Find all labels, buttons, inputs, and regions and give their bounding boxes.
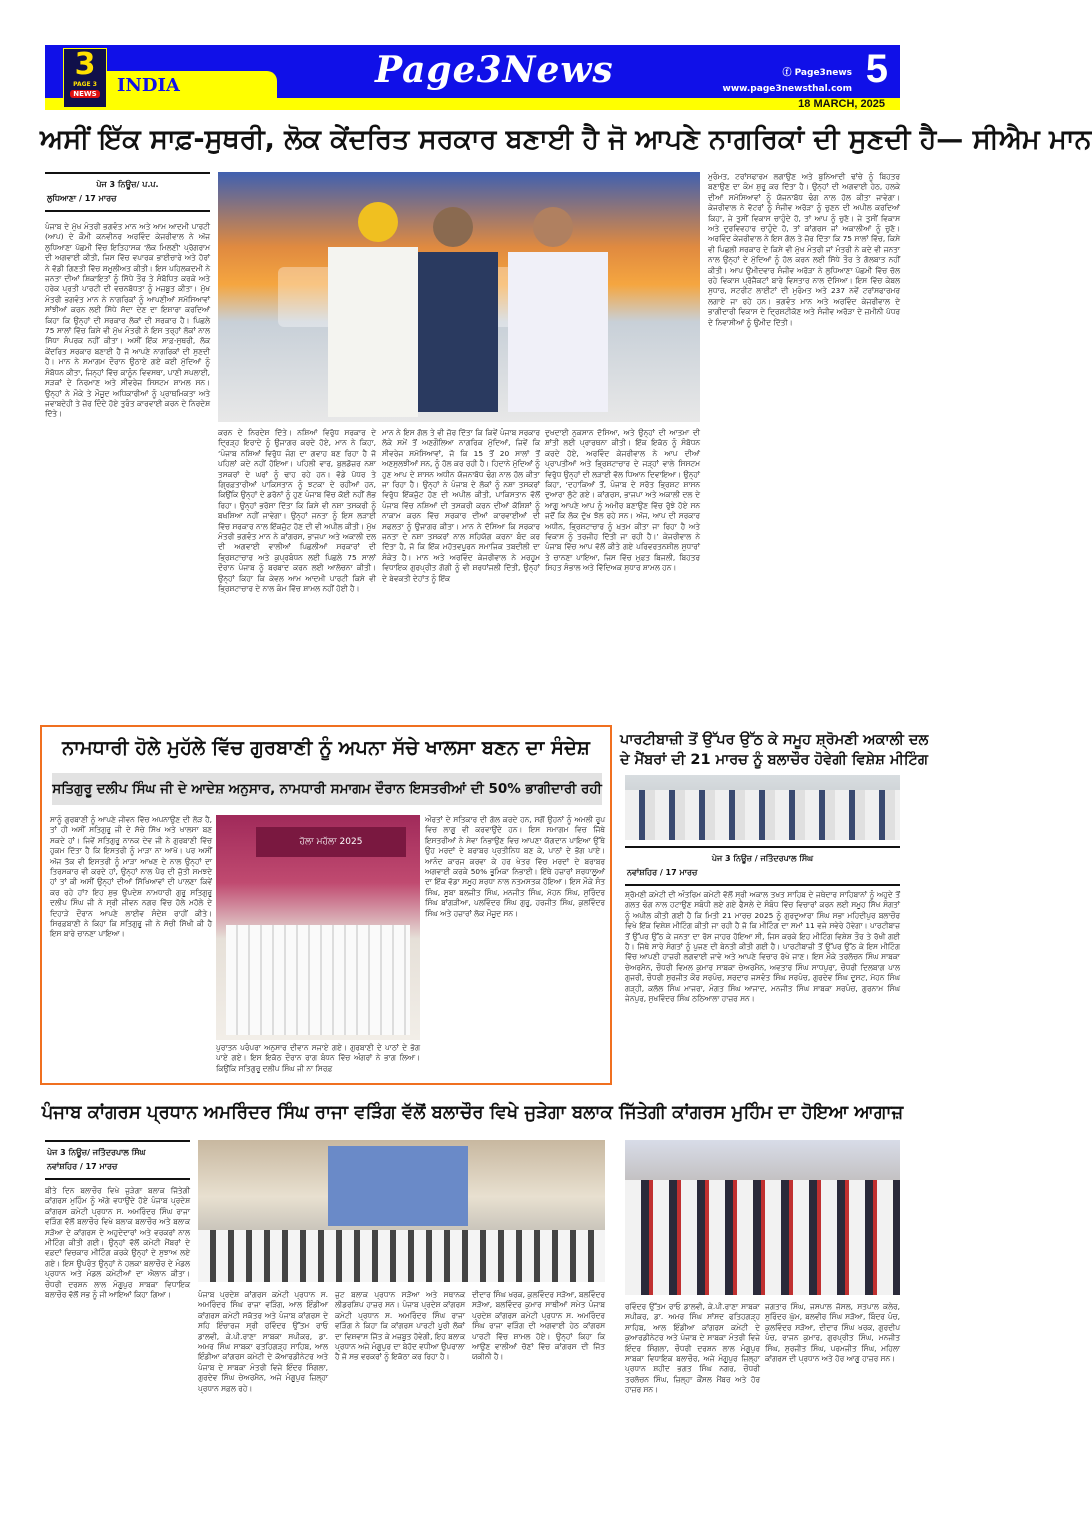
story4-col5: ਰਵਿੰਦਰ ਉੱਤਮ ਰਾਓ ਡਾਲਵੀ, ਕੇ.ਪੀ.ਰਾਣਾ ਸਾਬਕਾ ਸਪੀਕਰ, ਡਾ. ਅਮਰ ਸਿੰਘ ਸਾਂਸਦ ਫਤਿਹਗੜ੍ਹ ਸਾਹਿਬ, ਆਲ ਇੰਡੀਆ ਕਾਂਗਰਸ ਕਮੇਟੀ ਦੇ ਕੁਆਰਡੀਨੇਟਰ ਅਤੇ ਪੰਜਾਬ ਦੇ ਸਾਬਕਾ ਮੰਤਰੀ ਵਿਜੇ ਇੰਦਰ ਸਿੰਗਲਾ, ਚੌਧਰੀ ਦਰਸ਼ਨ ਲਾਲ ਮੰਗੂਪੁਰ ਸਾਬਕਾ ਵਿਧਾਇਕ ਬਲਾਚੌਰ, ਅਜੇ ਮੰਗੂਪੁਰ ਜ਼ਿਲ੍ਹਾ ਪ੍ਰਧਾਨ ਸ਼ਹੀਦ ਭਗਤ ਸਿੰਘ ਨਗਰ, ਚੌਧਰੀ ਤਰਲੋਚਨ ਸਿੰਘ, ਜ਼ਿਲ੍ਹਾ ਕੌਂਸਲ ਮੈਂਬਰ ਅਤੇ ਹੋਰ ਹਾਜ਼ਰ ਸਨ। bbox=[625, 1302, 760, 1395]
story3-photo bbox=[625, 775, 900, 840]
story2-subheadline: ਸਤਿਗੁਰੂ ਦਲੀਪ ਸਿੰਘ ਜੀ ਦੇ ਆਦੇਸ਼ ਅਨੁਸਾਰ, ਨਾਮਧਾਰੀ ਸਮਾਗਮ ਦੌਰਾਨ ਇਸਤਰੀਆਂ ਦੀ 50% ਭਾਗੀਦਾਰੀ ਰਹੀ bbox=[52, 773, 602, 805]
story4-col2: ਪੰਜਾਬ ਪ੍ਰਦੇਸ਼ ਕਾਂਗਰਸ ਕਮੇਟੀ ਪ੍ਰਧਾਨ ਸ. ਅਮਰਿੰਦਰ ਸਿੰਘ ਰਾਜਾ ਵੜਿੰਗ, ਆਲ ਇੰਡੀਆ ਕਾਂਗਰਸ ਕਮੇਟੀ ਸਕੱਤਰ ਅਤੇ ਪੰਜਾਬ ਕਾਂਗਰਸ ਦੇ ਸਹਿ ਇੰਚਾਰਜ ਸ੍ਰੀ ਰਵਿੰਦਰ ਉੱਤਮ ਰਾਓ ਡਾਲਵੀ, ਕੇ.ਪੀ.ਰਾਣਾ ਸਾਬਕਾ ਸਪੀਕਰ, ਡਾ. ਅਮਰ ਸਿੰਘ ਸਾਬਕਾ ਫਤਹਿਗੜ੍ਹ ਸਾਹਿਬ, ਆਲ ਇੰਡੀਆ ਕਾਂਗਰਸ ਕਮੇਟੀ ਦੇ ਕੋਆਰਡੀਨੇਟਰ ਅਤੇ ਪੰਜਾਬ ਦੇ ਸਾਬਕਾ ਮੰਤਰੀ ਵਿਜੇ ਇੰਦਰ ਸਿੰਗਲਾ, ਗੁਰਦੇਵ ਸਿੰਘ ਚੇਅਰਮੈਨ, ਅਜੇ ਮੰਗੂਪੁਰ ਜ਼ਿਲ੍ਹਾ ਪ੍ਰਧਾਨ ਸਫ਼ਲ ਰਹੇ। bbox=[198, 1290, 328, 1393]
person-figure bbox=[433, 207, 473, 247]
facebook-icon: ⓕ bbox=[782, 68, 795, 78]
story4-photo-left bbox=[198, 1140, 605, 1282]
story3-headline: ਪਾਰਟੀਬਾਜ਼ੀ ਤੋਂ ਉੱਪਰ ਉੱਠ ਕੇ ਸਮੂਹ ਸ਼੍ਰੋਮਣੀ ਅਕਾਲੀ ਦਲ ਦੇ ਮੈਂਬਰਾਂ ਦੀ 21 ਮਾਰਚ ਨੂੰ ਬਲਾਚੌਰ ਹੋਵੇਗੀ ਵਿਸ਼ੇਸ਼ ਮੀਟਿੰਗ bbox=[620, 732, 929, 768]
story1-col2: ਕਰਨ ਦੇ ਨਿਰਦੇਸ਼ ਦਿੱਤੇ। ਨਸ਼ਿਆਂ ਵਿਰੁੱਧ ਸਰਕਾਰ ਦੇ ਦ੍ਰਿੜ੍ਹ ਇਰਾਦੇ ਨੂੰ ਉਜਾਗਰ ਕਰਦੇ ਹੋਏ, ਮਾਨ ਨੇ ਕਿਹਾ, ‘ਪੰਜਾਬ ਨਸ਼ਿਆਂ ਵਿਰੁੱਧ ਜੰਗ ਦਾ ਗਵਾਹ ਬਣ ਰਿਹਾ ਹੈ ਜੋ ਪਹਿਲਾਂ ਕਦੇ ਨਹੀਂ ਹੋਇਆ। ਪਹਿਲੀ ਵਾਰ, ਬੁਲਡੋਜ਼ਰ ਨਸ਼ਾ ਤਸਕਰਾਂ ਦੇ ਘਰਾਂ ਨੂੰ ਢਾਹ ਰਹੇ ਹਨ। ਵੱਡੇ ਪੱਧਰ ਤੇ ਗ੍ਰਿਫ਼ਤਾਰੀਆਂ ਪਾਕਿਸਤਾਨ ਨੂੰ ਝਟਕਾ ਦੇ ਰਹੀਆਂ ਹਨ, ਕਿਉਂਕਿ ਉਨ੍ਹਾਂ ਦੇ ਡਰੋਨਾਂ ਨੂੰ ਹੁਣ ਪੰਜਾਬ ਵਿੱਚ ਕੋਈ ਨਹੀਂ ਲੱਭ ਰਿਹਾ। ਉਨ੍ਹਾਂ ਭਰੋਸਾ ਦਿੱਤਾ ਕਿ ਕਿਸੇ ਵੀ ਨਸ਼ਾ ਤਸਕਰੀ ਨੂੰ ਬਖ਼ਸ਼ਿਆ ਨਹੀਂ ਜਾਵੇਗਾ। ਉਨ੍ਹਾਂ ਜਨਤਾ ਨੂੰ ਇਸ ਲੜਾਈ ਵਿੱਚ ਸਰਕਾਰ ਨਾਲ ਇੱਕਜੁੱਟ ਹੋਣ ਦੀ ਵੀ ਅਪੀਲ ਕੀਤੀ। ਮੁੱਖ ਮੰਤਰੀ ਭਗਵੰਤ ਮਾਨ ਨੇ ਕਾਂਗਰਸ, ਭਾਜਪਾ ਅਤੇ ਅਕਾਲੀ ਦਲ ਦੀ ਅਗਵਾਈ ਵਾਲੀਆਂ ਪਿਛਲੀਆਂ ਸਰਕਾਰਾਂ ਦੀ ਭ੍ਰਿਸ਼ਟਾਚਾਰ ਅਤੇ ਕੁਪ੍ਰਬੰਧਨ ਲਈ ਪਿਛਲੇ 75 ਸਾਲਾਂ ਦੌਰਾਨ ਪੰਜਾਬ ਨੂੰ ਬਰਬਾਦ ਕਰਨ ਲਈ ਆਲੋਚਨਾ ਕੀਤੀ। ਉਨ੍ਹਾਂ ਕਿਹਾ ਕਿ ਕੇਵਲ ਆਮ ਆਦਮੀ ਪਾਰਟੀ ਕਿਸੇ ਵੀ ਭ੍ਰਿਸ਼ਟਾਚਾਰ ਦੇ ਨਾਲ ਕੰਮ ਵਿੱਚ ਸ਼ਾਮਲ ਨਹੀਂ ਹੋਈ ਹੈ। bbox=[218, 428, 376, 594]
story3-body: ਸ਼੍ਰੋਮਣੀ ਕਮੇਟੀ ਦੀ ਅੰਤਰਿਮ ਕਮੇਟੀ ਵੱਲੋਂ ਸ੍ਰੀ ਅਕਾਲ ਤਖਤ ਸਾਹਿਬ ਦੇ ਜਥੇਦਾਰ ਸਾਹਿਬਾਨਾਂ ਨੂੰ ਅਹੁਦੇ ਤੋਂ ਗਲਤ ਢੰਗ ਨਾਲ ਹਟਾਉਣ ਸਬੰਧੀ ਲਏ ਗਏ ਫੈਸਲੇ ਦੇ ਸੰਬੰਧ ਵਿੱਚ ਵਿਚਾਰਾਂ ਕਰਨ ਲਈ ਸਮੂਹ ਸਿੱਖ ਸੰਗਤਾਂ ਨੂੰ ਅਪੀਲ ਕੀਤੀ ਗਈ ਹੈ ਕਿ ਮਿਤੀ 21 ਮਾਰਚ 2025 ਨੂੰ ਗੁਰਦੁਆਰਾ ਸਿੰਘ ਸਭਾ ਮਹਿਦੀਪੁਰ ਬਲਾਚੌਰ ਵਿਖੇ ਇੱਕ ਵਿਸ਼ੇਸ਼ ਮੀਟਿੰਗ ਕੀਤੀ ਜਾ ਰਹੀ ਹੈ ਜੋ ਕਿ ਮੀਟਿੰਗ ਦਾ ਸਮਾਂ 11 ਵਜੇ ਸਵੇਰੇ ਹੋਵੇਗਾ। ਪਾਰਟੀਬਾਜ਼ ਤੋਂ ਉੱਪਰ ਉੱਠ ਕੇ ਜਨਤਾ ਦਾ ਰੋਸ ਜਾਹਰ ਹੋਇਆ ਸੀ, ਜਿਸ ਕਰਕੇ ਇਹ ਮੀਟਿੰਗ ਵਿਸ਼ੇਸ਼ ਤੌਰ ਤੇ ਰੱਖੀ ਗਈ ਹੈ। ਜਿੱਥੇ ਸਾਰੇ ਸੰਗਤਾਂ ਨੂੰ ਪੁਜਣ ਦੀ ਬੇਨਤੀ ਕੀਤੀ ਗਈ ਹੈ। ਪਾਰਟੀਬਾਜ਼ੀ ਤੋਂ ਉੱਪਰ ਉੱਠ ਕੇ ਇਸ ਮੀਟਿੰਗ ਵਿੱਚ ਆਪਣੀ ਹਾਜ਼ਰੀ ਲਗਵਾਈ ਜਾਵੇ ਅਤੇ ਆਪਣੇ ਵਿਚਾਰ ਰੱਖੇ ਜਾਣ। ਇਸ ਮੌਕੇ ਤਰਲੋਚਨ ਸਿੰਘ ਸਾਬਕਾ ਚੇਅਰਮੈਨ, ਚੌਧਰੀ ਵਿਮਲ ਕੁਮਾਰ ਸਾਬਕਾ ਚੇਅਰਮੈਨ, ਅਵਤਾਰ ਸਿੰਘ ਸਾਧਪੁਰਾ, ਚੌਧਰੀ ਦਿਲਬਾਗ ਪਾਲ ਗੁਜਰੀ, ਚੌਧਰੀ ਸੁਰਜੀਤ ਕੌਰ ਸਰਪੰਚ, ਸਰਦਾਰ ਜਸਵੰਤ ਸਿੰਘ ਸਰਪੰਚ, ਗੁਰਦੇਵ ਸਿੰਘ ਦੂਸਟ, ਮੋਹਨ ਸਿੰਘ ਗੜ੍ਹੀ, ਕਲੱਲ ਸਿੰਘ ਮਾਜਰਾ, ਮੰਗਤ ਸਿੰਘ ਆਜਾਦ, ਮਨਜੀਤ ਸਿੰਘ ਸਾਬਕਾ ਸਰਪੰਚ, ਗੁਰਨਾਮ ਸਿੰਘ ਜੇਨਪੁਰ, ਸੁਖਵਿੰਦਰ ਸਿੰਘ ਠਠਿਆਲਾ ਹਾਜ਼ਰ ਸਨ। bbox=[625, 890, 900, 1004]
event-banner: ਹੋਲਾ ਮਹੱਲਾ 2025 bbox=[256, 827, 406, 857]
story4-col3: ਜੁਟ ਬਲਾਕ ਪ੍ਰਧਾਨ ਸੜੋਆ ਅਤੇ ਸਥਾਨਕ ਲੀਡਰਸ਼ਿਪ ਹਾਜ਼ਰ ਸਨ। ਪੰਜਾਬ ਪ੍ਰਦੇਸ਼ ਕਾਂਗਰਸ ਕਮੇਟੀ ਪ੍ਰਧਾਨ ਸ. ਅਮਰਿੰਦਰ ਸਿੰਘ ਰਾਜਾ ਵੜਿੰਗ ਨੇ ਕਿਹਾ ਕਿ ਕਾਂਗਰਸ ਪਾਰਟੀ ਪੂਰੀ ਲੋਕਾਂ ਦਾ ਵਿਸ਼ਵਾਸ ਜਿੱਤ ਕੇ ਮਜ਼ਬੂਤ ਹੋਵੇਗੀ, ਇਹ ਬਲਾਕ ਪ੍ਰਧਾਨ ਅਜੇ ਮੰਗੂਪੁਰ ਦਾ ਬੇਹੱਦ ਵਧੀਆ ਉਪਰਾਲਾ ਹੈ ਜੋ ਸਭ ਵਰਕਰਾਂ ਨੂੰ ਇਕੱਠਾ ਕਰ ਰਿਹਾ ਹੈ। bbox=[335, 1290, 465, 1362]
story2-col3: ਔਰਤਾਂ ਦੇ ਸਤਿਕਾਰ ਦੀ ਗੱਲ ਕਰਦੇ ਹਨ, ਸਗੋਂ ਉਹਨਾਂ ਨੂੰ ਅਮਲੀ ਰੂਪ ਵਿਚ ਲਾਗੂ ਵੀ ਕਰਵਾਉਂਦੇ ਹਨ। ਇਸ ਸਮਾਗਮ ਵਿਚ ਜਿੱਥੇ ਇਸਤਰੀਆਂ ਨੇ ਸੇਵਾ ਨਿਭਾਉਣ ਵਿਚ ਆਪਣਾ ਯੋਗਦਾਨ ਪਾਇਆ ਉੱਥੇ ਉਹ ਮਰਦਾਂ ਦੇ ਬਰਾਬਰ ਪ੍ਰਤੀਨਿਧ ਬਣ ਕੇ, ਪਾਠਾਂ ਦੇ ਭੋਗ ਪਾਏ। ਆਨੰਦ ਕਾਰਜ ਕਰਵਾ ਕੇ ਹਰ ਖੇਤਰ ਵਿੱਚ ਮਰਦਾਂ ਦੇ ਬਰਾਬਰ ਅਗਵਾਈ ਕਰਕੇ 50% ਭੂਮਿਕਾ ਨਿਭਾਈ। ਇੱਥੇ ਹਜ਼ਾਰਾਂ ਸ਼ਰਧਾਲੂਆਂ ਦਾ ਇੱਕ ਵੱਡਾ ਸਮੂਹ ਸ਼ਰਧਾ ਨਾਲ ਨਤਮਸਤਕ ਹੋਇਆ। ਇਸ ਮੌਕੇ ਸੰਤ ਸਿੰਘ, ਸੂਬਾ ਬਲਜੀਤ ਸਿੰਘ, ਮਨਜੀਤ ਸਿੰਘ, ਮੋਹਨ ਸਿੰਘ, ਸੁਰਿੰਦਰ ਸਿੰਘ ਬਾਂਗੜੀਆ, ਪਲਵਿੰਦਰ ਸਿੰਘ ਗੁਰੂ, ਹਰਜੀਤ ਸਿੰਘ, ਕੁਲਵਿੰਦਰ ਸਿੰਘ ਅਤੇ ਹਜ਼ਾਰਾਂ ਲੋਕ ਮੌਜੂਦ ਸਨ। bbox=[425, 815, 605, 918]
masthead bbox=[45, 45, 900, 110]
story4-col6: ਜਗਤਾਰ ਸਿੰਘ, ਜਸਪਾਲ ਜੱਸਲ, ਸਤਪਾਲ ਕਲੇਰ, ਸੁਰਿੰਦਰ ਘੁੱਮ, ਬਲਵੀਰ ਸਿੰਘ ਸੜੋਆ, ਬਿੰਦਰ ਪੰਚ, ਕੁਲਵਿੰਦਰ ਸੜੋਆ, ਦੀਦਾਰ ਸਿੰਘ ਖਰਕ, ਗੁਰਦੀਪ ਪੰਚ, ਰਾਜਨ ਕੁਮਾਰ, ਗੁਰਪ੍ਰੀਤ ਸਿੰਘ, ਮਨਜੀਤ ਸਿੰਘ, ਸੁਰਜੀਤ ਸਿੰਘ, ਪਰਮਜੀਤ ਸਿੰਘ, ਮਹਿਲਾ ਕਾਂਗਰਸ ਦੀ ਪ੍ਰਧਾਨ ਅਤੇ ਹੋਰ ਆਗੂ ਹਾਜ਼ਰ ਸਨ। bbox=[765, 1302, 900, 1364]
story1-headline: ਅਸੀਂ ਇੱਕ ਸਾਫ਼-ਸੁਥਰੀ, ਲੋਕ ਕੇਂਦਰਿਤ ਸਰਕਾਰ ਬਣਾਈ ਹੈ ਜੋ ਆਪਣੇ ਨਾਗਰਿਕਾਂ ਦੀ ਸੁਣਦੀ ਹੈ— ਸੀਐਮ ਮਾਨ bbox=[40, 124, 1092, 155]
story1-col4: ਦੁਖਦਾਈ ਨੁਕਸਾਨ ਦੱਸਿਆ, ਅਤੇ ਉਨ੍ਹਾਂ ਦੀ ਆਤਮਾ ਦੀ ਸ਼ਾਂਤੀ ਲਈ ਪ੍ਰਾਰਥਨਾ ਕੀਤੀ। ਇੱਕ ਇਕੱਠ ਨੂੰ ਸੰਬੋਧਨ ਕਰਦੇ ਹੋਏ, ਅਰਵਿੰਦ ਕੇਜਰੀਵਾਲ ਨੇ ਆਪ ਦੀਆਂ ਪ੍ਰਾਪਤੀਆਂ ਅਤੇ ਭ੍ਰਿਸ਼ਟਾਚਾਰ ਦੇ ਜੜ੍ਹਾਂ ਵਾਲੇ ਸਿਸਟਮ ਵਿਰੁੱਧ ਉਨ੍ਹਾਂ ਦੀ ਲੜਾਈ ਵੱਲ ਧਿਆਨ ਦਿਵਾਇਆ। ਉਨ੍ਹਾਂ ਕਿਹਾ, ‘ਦਹਾਕਿਆਂ ਤੋਂ, ਪੰਜਾਬ ਦੇ ਸਰੋਤ ਭ੍ਰਿਸ਼ਟ ਸ਼ਾਸਨ ਦੁਆਰਾ ਲੁੱਟੇ ਗਏ। ਕਾਂਗਰਸ, ਭਾਜਪਾ ਅਤੇ ਅਕਾਲੀ ਦਲ ਦੇ ਆਗੂ ਆਪਣੇ ਆਪ ਨੂੰ ਅਮੀਰ ਬਣਾਉਣ ਵਿੱਚ ਰੁੱਝੇ ਹੋਏ ਸਨ ਜਦੋਂ ਕਿ ਲੋਕ ਦੁੱਖ ਝੱਲ ਰਹੇ ਸਨ। ਅੱਜ, ਆਪ ਦੀ ਸਰਕਾਰ ਅਧੀਨ, ਭ੍ਰਿਸ਼ਟਾਚਾਰ ਨੂੰ ਖ਼ਤਮ ਕੀਤਾ ਜਾ ਰਿਹਾ ਹੈ ਅਤੇ ਵਿਕਾਸ ਨੂੰ ਤਰਜੀਹ ਦਿੱਤੀ ਜਾ ਰਹੀ ਹੈ।’ ਕੇਜਰੀਵਾਲ ਨੇ ਪੰਜਾਬ ਵਿੱਚ ਆਪ ਵੱਲੋਂ ਕੀਤੇ ਗਏ ਪਰਿਵਰਤਨਸ਼ੀਲ ਸੁਧਾਰਾਂ ਤੇ ਚਾਨਣਾ ਪਾਇਆ, ਜਿਸ ਵਿੱਚ ਮੁਫ਼ਤ ਬਿਜਲੀ, ਬਿਹਤਰ ਸਿਹਤ ਸੰਭਾਲ ਅਤੇ ਵਿੱਦਿਅਕ ਸੁਧਾਰ ਸ਼ਾਮਲ ਹਨ। bbox=[545, 428, 700, 573]
story4-col1: ਬੀਤੇ ਦਿਨ ਬਲਾਚੌਰ ਵਿਖੇ ਜੁੜੇਗਾ ਬਲਾਕ ਜਿੱਤੇਗੀ ਕਾਂਗਰਸ ਮੁਹਿੰਮ ਨੂੰ ਅੱਗੇ ਵਧਾਉਂਦੇ ਹੋਏ ਪੰਜਾਬ ਪ੍ਰਦੇਸ਼ ਕਾਂਗਰਸ ਕਮੇਟੀ ਪ੍ਰਧਾਨ ਸ. ਅਮਰਿੰਦਰ ਸਿੰਘ ਰਾਜਾ ਵੜਿੰਗ ਵੱਲੋਂ ਬਲਾਚੌਰ ਵਿਖੇ ਬਲਾਕ ਬਲਾਚੌਰ ਅਤੇ ਬਲਾਕ ਸੜੋਆ ਦੇ ਕਾਂਗਰਸ ਦੇ ਅਹੁਦੇਦਾਰਾਂ ਅਤੇ ਵਰਕਰਾਂ ਨਾਲ ਮੀਟਿੰਗ ਕੀਤੀ ਗਈ। ਉਨ੍ਹਾਂ ਵੱਲੋਂ ਕਮੇਟੀ ਮੈਂਬਰਾਂ ਦੇ ਵਫ਼ਦਾਂ ਵਿਚਕਾਰ ਮੀਟਿੰਗ ਕਰਕੇ ਉਨ੍ਹਾਂ ਦੇ ਸੁਝਾਅ ਲਏ ਗਏ। ਇਸ ਉਪਰੰਤ ਉਨ੍ਹਾਂ ਨੇ ਹਲਕਾ ਬਲਾਚੌਰ ਦੇ ਮੰਡਲ ਪ੍ਰਧਾਨ ਅਤੇ ਮੰਡਲ ਕਮੇਟੀਆਂ ਦਾ ਐਲਾਨ ਕੀਤਾ। ਚੌਧਰੀ ਦਰਸ਼ਨ ਲਾਲ ਮੰਗੂਪੁਰ ਸਾਬਕਾ ਵਿਧਾਇਕ ਬਲਾਚੌਰ ਵੱਲੋਂ ਸਭ ਨੂੰ ਜੀ ਆਇਆਂ ਕਿਹਾ ਗਿਆ। bbox=[45, 1186, 190, 1300]
facebook-handle[interactable]: Page3news bbox=[794, 68, 852, 78]
story4-byline: ਪੇਜ 3 ਨਿਊਜ਼/ ਜਤਿੰਦਰਪਾਲ ਸਿੰਘ ਨਵਾਂਸ਼ਹਿਰ / 17 ਮਾਰਚ bbox=[45, 1140, 190, 1180]
story3-byline: ਪੇਜ 3 ਨਿਊਜ਼ / ਜਤਿੰਦਰਪਾਲ ਸਿੰਘ ਨਵਾਂਸ਼ਹਿਰ / 17 ਮਾਰਚ bbox=[625, 846, 900, 886]
person-figure bbox=[358, 202, 398, 242]
story2-col1: ਸਾਨੂੰ ਗੁਰਬਾਣੀ ਨੂੰ ਆਪਣੇ ਜੀਵਨ ਵਿੱਚ ਅਪਨਾਉਣ ਦੀ ਲੋੜ ਹੈ, ਤਾਂ ਹੀ ਅਸੀਂ ਸਤਿਗੁਰੂ ਜੀ ਦੇ ਸੱਚੇ ਸਿੱਖ ਅਤੇ ਖਾਲਸਾ ਬਣ ਸਕਦੇ ਹਾਂ। ਜਿਵੇਂ ਸਤਿਗੁਰੂ ਨਾਨਕ ਦੇਵ ਜੀ ਨੇ ਗੁਰਬਾਣੀ ਵਿੱਚ ਹੁਕਮ ਦਿੱਤਾ ਹੈ ਕਿ ਇਸਤਰੀ ਨੂੰ ਮਾੜਾ ਨਾ ਆਖੋ। ਪਰ ਅਸੀਂ ਅੱਜ ਤੱਕ ਵੀ ਇਸਤਰੀ ਨੂੰ ਮਾੜਾ ਆਖਣ ਦੇ ਨਾਲ ਉਨ੍ਹਾਂ ਦਾ ਤਿਰਸਕਾਰ ਵੀ ਕਰਦੇ ਹਾਂ, ਉਨ੍ਹਾਂ ਨਾਲ ਪੈਰ ਦੀ ਜੁੱਤੀ ਸਮਝਦੇ ਹਾਂ ਤਾਂ ਕੀ ਅਸੀਂ ਉਨ੍ਹਾਂ ਦੀਆਂ ਸਿੱਖਿਆਵਾਂ ਦੀ ਪਾਲਣਾ ਕਿਵੇਂ ਕਰ ਰਹੇ ਹਾਂ? ਇਹ ਸ਼ੁਭ ਉਪਦੇਸ਼ ਨਾਮਧਾਰੀ ਗੁਰੂ ਸਤਿਗੁਰੂ ਦਲੀਪ ਸਿੰਘ ਜੀ ਨੇ ਸ੍ਰੀ ਜੀਵਨ ਨਗਰ ਵਿੱਚ ਹੋਲੇ ਮਹੱਲੇ ਦੇ ਦਿਹਾੜੇ ਦੌਰਾਨ ਆਪਣੇ ਲਾਈਵ ਸੰਦੇਸ਼ ਰਾਹੀਂ ਕੀਤੇ। ਸਿਰਫ਼ਬਾਣੀ ਨੇ ਕਿਹਾ ਕਿ ਸਤਿਗੁਰੂ ਜੀ ਨੇ ਸੱਚੀ ਸਿੱਖੀ ਕੀ ਹੈ ਇਸ ਬਾਰੇ ਚਾਨਣਾ ਪਾਇਆ। bbox=[50, 815, 212, 939]
story4-photo-right bbox=[625, 1140, 900, 1295]
story2-col2: ਪੁਰਾਤਨ ਪਰੰਪਰਾ ਅਨੁਸਾਰ ਦੀਵਾਨ ਸਜਾਏ ਗਏ। ਗੁਰਬਾਣੀ ਦੇ ਪਾਠਾਂ ਦੇ ਭੋਗ ਪਾਏ ਗਏ। ਇਸ ਇਕੱਠ ਦੌਰਾਨ ਰਾਗ ਬੰਧਨ ਵਿੱਚ ਅੰਗਰਾਂ ਨੇ ਭਾਗ ਲਿਆ। ਕਿਉਂਕਿ ਸਤਿਗੁਰੂ ਦਲੀਪ ਸਿੰਘ ਜੀ ਨਾ ਸਿਰਫ਼ bbox=[216, 1043, 420, 1073]
issue-date: 18 MARCH, 2025 bbox=[798, 98, 885, 110]
story1-col5: ਮੁਰੰਮਤ, ਟਰਾਂਸਫਾਰਮ ਲਗਾਉਣ ਅਤੇ ਬੁਨਿਆਦੀ ਢਾਂਚੇ ਨੂੰ ਬਿਹਤਰ ਬਣਾਉਣ ਦਾ ਕੰਮ ਸ਼ੁਰੂ ਕਰ ਦਿੱਤਾ ਹੈ। ਉਨ੍ਹਾਂ ਦੀ ਅਗਵਾਈ ਹੇਠ, ਹਲਕੇ ਦੀਆਂ ਸਮੱਸਿਆਵਾਂ ਨੂੰ ਯੋਜਨਾਬੱਧ ਢੰਗ ਨਾਲ ਹੱਲ ਕੀਤਾ ਜਾਵੇਗਾ। ਕੇਜਰੀਵਾਲ ਨੇ ਵੋਟਰਾਂ ਨੂੰ ਸੰਜੀਵ ਅਰੋੜਾ ਨੂੰ ਚੁਣਨ ਦੀ ਅਪੀਲ ਕਰਦਿਆਂ ਕਿਹਾ, ਜੇ ਤੁਸੀਂ ਵਿਕਾਸ ਚਾਹੁੰਦੇ ਹੋ, ਤਾਂ ਆਪ ਨੂੰ ਚੁਣੋ। ਜੇ ਤੁਸੀਂ ਵਿਕਾਸ ਅਤੇ ਦੁਰਵਿਵਹਾਰ ਚਾਹੁੰਦੇ ਹੋ, ਤਾਂ ਕਾਂਗਰਸ ਜਾਂ ਅਕਾਲੀਆਂ ਨੂੰ ਚੁਣੋ। ਅਰਵਿੰਦ ਕੇਜਰੀਵਾਲ ਨੇ ਇਸ ਗੱਲ ਤੇ ਜ਼ੋਰ ਦਿੱਤਾ ਕਿ 75 ਸਾਲਾਂ ਵਿੱਚ, ਕਿਸੇ ਵੀ ਪਿਛਲੀ ਸਰਕਾਰ ਦੇ ਕਿਸੇ ਵੀ ਮੁੱਖ ਮੰਤਰੀ ਜਾਂ ਮੰਤਰੀ ਨੇ ਕਦੇ ਵੀ ਜਨਤਾ ਨਾਲ ਉਨ੍ਹਾਂ ਦੇ ਮੁੱਦਿਆਂ ਨੂੰ ਹੱਲ ਕਰਨ ਲਈ ਸਿੱਧੇ ਤੌਰ ਤੇ ਗੱਲਬਾਤ ਨਹੀਂ ਕੀਤੀ। ਆਪ ਉਮੀਦਵਾਰ ਸੰਜੀਵ ਅਰੋੜਾ ਨੇ ਲੁਧਿਆਣਾ ਪੱਛਮੀ ਵਿੱਚ ਚੱਲ ਰਹੇ ਵਿਕਾਸ ਪ੍ਰੋਜੈਕਟਾਂ ਬਾਰੇ ਵਿਸਤਾਰ ਨਾਲ ਦੱਸਿਆ। ਇਸ ਵਿੱਚ ਕੇਬਲ ਸੁਧਾਰ, ਸਟਰੀਟ ਲਾਈਟਾਂ ਦੀ ਮੁਰੰਮਤ ਅਤੇ 237 ਨਵੇਂ ਟਰਾਂਸਫਾਰਮਰ ਲਗਾਏ ਜਾ ਰਹੇ ਹਨ। ਭਗਵੰਤ ਮਾਨ ਅਤੇ ਅਰਵਿੰਦ ਕੇਜਰੀਵਾਲ ਦੇ ਭਾਗੀਦਾਰੀ ਵਿਕਾਸ ਦੇ ਦ੍ਰਿਸ਼ਟੀਕੋਣ ਅਤੇ ਸੰਜੀਵ ਅਰੋੜਾ ਦੇ ਜ਼ਮੀਨੀ ਪੱਧਰ ਦੇ ਨਿਵਾਸੀਆਂ ਨੂੰ ਉਮੀਦ ਦਿੱਤੀ। bbox=[708, 172, 900, 327]
story1-col3: ਮਾਨ ਨੇ ਇਸ ਗੱਲ ਤੇ ਵੀ ਜ਼ੋਰ ਦਿੱਤਾ ਕਿ ਕਿਵੇਂ ਪੰਜਾਬ ਸਰਕਾਰ ਲੋਕੇ ਸਮੇਂ ਤੋਂ ਅਣਗੌਲਿਆ ਨਾਗਰਿਕ ਮੁੱਦਿਆਂ, ਜਿਵੇਂ ਕਿ ਸੀਵਰੇਜ ਸਮੱਸਿਆਵਾਂ, ਜੋ ਕਿ 15 ਤੋਂ 20 ਸਾਲਾਂ ਤੋਂ ਅਣਸੁਲਝੀਆਂ ਸਨ, ਨੂੰ ਹੱਲ ਕਰ ਰਹੀ ਹੈ। ਹਿਦਾਨੇ ਮੁੱਦਿਆਂ ਨੂੰ ਹੁਣ ਆਪ ਦੇ ਸ਼ਾਸਨ ਅਧੀਨ ਯੋਜਨਾਬੱਧ ਢੰਗ ਨਾਲ ਹੱਲ ਕੀਤਾ ਜਾ ਰਿਹਾ ਹੈ। ਉਨ੍ਹਾਂ ਨੇ ਪੰਜਾਬ ਦੇ ਲੋਕਾਂ ਨੂੰ ਨਸ਼ਾ ਤਸਕਰਾਂ ਵਿਰੁੱਧ ਇੱਕਜੁੱਟ ਹੋਣ ਦੀ ਅਪੀਲ ਕੀਤੀ, ਪਾਕਿਸਤਾਨ ਵੱਲੋਂ ਪੰਜਾਬ ਵਿੱਚ ਨਸ਼ਿਆਂ ਦੀ ਤਸਕਰੀ ਕਰਨ ਦੀਆਂ ਕੋਸ਼ਿਸ਼ਾਂ ਨੂੰ ਨਾਕਾਮ ਕਰਨ ਵਿੱਚ ਸਰਕਾਰ ਦੀਆਂ ਕਾਰਵਾਈਆਂ ਦੀ ਸਫਲਤਾ ਨੂੰ ਉਜਾਗਰ ਕੀਤਾ। ਮਾਨ ਨੇ ਦੱਸਿਆ ਕਿ ਸਰਕਾਰ ਜਨਤਾ ਦੇ ਨਸ਼ਾ ਤਸਕਰਾਂ ਨਾਲ ਸਹਿਯੋਗ ਕਰਨਾ ਬੰਦ ਕਰ ਦਿੱਤਾ ਹੈ, ਜੋ ਕਿ ਇੱਕ ਮਹੱਤਵਪੂਰਨ ਸਮਾਜਿਕ ਤਬਦੀਲੀ ਦਾ ਸੰਕੇਤ ਹੈ। ਮਾਨ ਅਤੇ ਅਰਵਿੰਦ ਕੇਜਰੀਵਾਲ ਨੇ ਮਰਹੂਮ ਵਿਧਾਇਕ ਗੁਰਪ੍ਰੀਤ ਗੋਗੀ ਨੂੰ ਵੀ ਸ਼ਰਧਾਂਜਲੀ ਦਿੱਤੀ, ਉਨ੍ਹਾਂ ਦੇ ਬੇਵਕਤੀ ਦੇਹਾਂਤ ਨੂੰ ਇੱਕ bbox=[382, 428, 540, 583]
masthead-date-strip bbox=[45, 98, 900, 110]
brand-name: Page3News bbox=[375, 49, 614, 91]
story1-col1: ਪੰਜਾਬ ਦੇ ਮੁੱਖ ਮੰਤਰੀ ਭਗਵੰਤ ਮਾਨ ਅਤੇ ਆਮ ਆਦਮੀ ਪਾਰਟੀ (ਆਪ) ਦੇ ਕੌਮੀ ਕਨਵੀਨਰ ਅਰਵਿੰਦ ਕੇਜਰੀਵਾਲ ਨੇ ਅੱਜ ਲੁਧਿਆਣਾ ਪੱਛਮੀ ਵਿੱਚ ਇਤਿਹਾਸਕ 'ਲੋਕ ਮਿਲਣੀ' ਪ੍ਰੋਗਰਾਮ ਦੀ ਅਗਵਾਈ ਕੀਤੀ, ਜਿਸ ਵਿੱਚ ਵਪਾਰਕ ਭਾਈਚਾਰੇ ਅਤੇ ਹੋਰਾਂ ਨੇ ਵੱਡੀ ਗਿਣਤੀ ਵਿੱਚ ਸ਼ਮੂਲੀਅਤ ਕੀਤੀ। ਇਸ ਪਹਿਲਕਦਮੀ ਨੇ ਜਨਤਾ ਦੀਆਂ ਸ਼ਿਕਾਇਤਾਂ ਨੂੰ ਸਿੱਧੇ ਤੌਰ ਤੇ ਸੰਬੋਧਿਤ ਕਰਕੇ ਅਤੇ ਹਰੇਕ ਪ੍ਰਤੀ ਪਾਰਟੀ ਦੀ ਵਚਨਬੱਧਤਾ ਨੂੰ ਮਜ਼ਬੂਤ ਕੀਤਾ। ਮੁੱਖ ਮੰਤਰੀ ਭਗਵੰਤ ਮਾਨ ਨੇ ਨਾਗਰਿਕਾਂ ਨੂੰ ਆਪਣੀਆਂ ਸਮੱਸਿਆਵਾਂ ਸਾਂਝੀਆਂ ਕਰਨ ਲਈ ਸਿੱਧੇ ਸੱਦਾ ਦੇਣ ਦਾ ਇਸ਼ਾਰਾ ਕਰਦਿਆਂ ਕਿਹਾ ਕਿ ਉਨ੍ਹਾਂ ਦੀ ਸਰਕਾਰ ਲੋਕਾਂ ਦੀ ਸਰਕਾਰ ਹੈ। ਪਿਛਲੇ 75 ਸਾਲਾਂ ਵਿੱਚ ਕਿਸੇ ਵੀ ਮੁੱਖ ਮੰਤਰੀ ਨੇ ਇਸ ਤਰ੍ਹਾਂ ਲੋਕਾਂ ਨਾਲ ਸਿੱਧਾ ਸੰਪਰਕ ਨਹੀਂ ਕੀਤਾ। ਅਸੀਂ ਇੱਕ ਸਾਫ਼-ਸੁਥਰੀ, ਲੋਕ ਕੇਂਦਰਿਤ ਸਰਕਾਰ ਬਣਾਈ ਹੈ ਜੋ ਆਪਣੇ ਨਾਗਰਿਕਾਂ ਦੀ ਸੁਣਦੀ ਹੈ। ਮਾਨ ਨੇ ਸਮਾਗਮ ਦੌਰਾਨ ਉਠਾਏ ਗਏ ਕਈ ਮੁੱਦਿਆਂ ਨੂੰ ਸੰਬੋਧਨ ਕੀਤਾ, ਜਿਨ੍ਹਾਂ ਵਿੱਚ ਕਾਨੂੰਨ ਵਿਵਸਥਾ, ਪਾਣੀ ਸਪਲਾਈ, ਸੜਕਾਂ ਦੇ ਨਿਰਮਾਣ ਅਤੇ ਸੀਵਰੇਜ ਸਿਸਟਮ ਸ਼ਾਮਲ ਸਨ। ਉਨ੍ਹਾਂ ਨੇ ਮੌਕੇ ਤੇ ਮੌਜੂਦ ਅਧਿਕਾਰੀਆਂ ਨੂੰ ਪ੍ਰਾਥਮਿਕਤਾ ਅਤੇ ਜਵਾਬਦੇਹੀ ਤੇ ਜ਼ੋਰ ਦਿੰਦੇ ਹੋਏ ਤੁਰੰਤ ਕਾਰਵਾਈ ਕਰਨ ਦੇ ਨਿਰਦੇਸ਼ ਦਿੱਤੇ। bbox=[45, 222, 210, 419]
website-link[interactable]: www.page3newsthal.com bbox=[722, 84, 852, 94]
social-info bbox=[723, 65, 852, 97]
section-label: INDIA bbox=[107, 71, 277, 99]
story1-photo bbox=[218, 172, 700, 422]
person-figure bbox=[533, 207, 573, 247]
story2-headline: ਨਾਮਧਾਰੀ ਹੋਲੇ ਮੁਹੱਲੇ ਵਿੱਚ ਗੁਰਬਾਣੀ ਨੂੰ ਅਪਨਾ ਸੱਚੇ ਖਾਲਸਾ ਬਣਨ ਦਾ ਸੰਦੇਸ਼ bbox=[62, 736, 590, 759]
page-number: 5 bbox=[865, 47, 888, 91]
page3-logo: 3 PAGE 3 NEWS bbox=[63, 48, 107, 108]
story4-col4: ਦੀਦਾਰ ਸਿੰਘ ਖਰਕ, ਕੁਲਵਿੰਦਰ ਸੜੋਆ, ਬਲਵਿੰਦਰ ਸੜੋਆ, ਬਲਵਿੰਦਰ ਕੁਮਾਰ ਸਾਥੀਆਂ ਸਮੇਤ ਪੰਜਾਬ ਪ੍ਰਦੇਸ਼ ਕਾਂਗਰਸ ਕਮੇਟੀ ਪ੍ਰਧਾਨ ਸ. ਅਮਰਿੰਦਰ ਸਿੰਘ ਰਾਜਾ ਵੜਿੰਗ ਦੀ ਅਗਵਾਈ ਹੇਠ ਕਾਂਗਰਸ ਪਾਰਟੀ ਵਿੱਚ ਸ਼ਾਮਲ ਹੋਏ। ਉਨ੍ਹਾਂ ਕਿਹਾ ਕਿ ਆਉਣ ਵਾਲੀਆਂ ਚੋਣਾਂ ਵਿੱਚ ਕਾਂਗਰਸ ਦੀ ਜਿੱਤ ਯਕੀਨੀ ਹੈ। bbox=[472, 1290, 605, 1362]
story4-headline: ਪੰਜਾਬ ਕਾਂਗਰਸ ਪ੍ਰਧਾਨ ਅਮਰਿੰਦਰ ਸਿੰਘ ਰਾਜਾ ਵੜਿੰਗ ਵੱਲੋਂ ਬਲਾਚੌਰ ਵਿਖੇ ਜੁੜੇਗਾ ਬਲਾਕ ਜਿੱਤੇਗੀ ਕਾਂਗਰਸ ਮੁਹਿੰਮ ਦਾ ਹੋਇਆ ਆਗਾਜ਼ bbox=[41, 1102, 904, 1123]
stage-banner bbox=[328, 1146, 468, 1226]
story1-byline: ਪੇਜ 3 ਨਿਊਜ਼/ ਪ.ਪ. ਲੁਧਿਆਣਾ / 17 ਮਾਰਚ bbox=[45, 172, 210, 212]
story2-photo bbox=[216, 815, 420, 1040]
